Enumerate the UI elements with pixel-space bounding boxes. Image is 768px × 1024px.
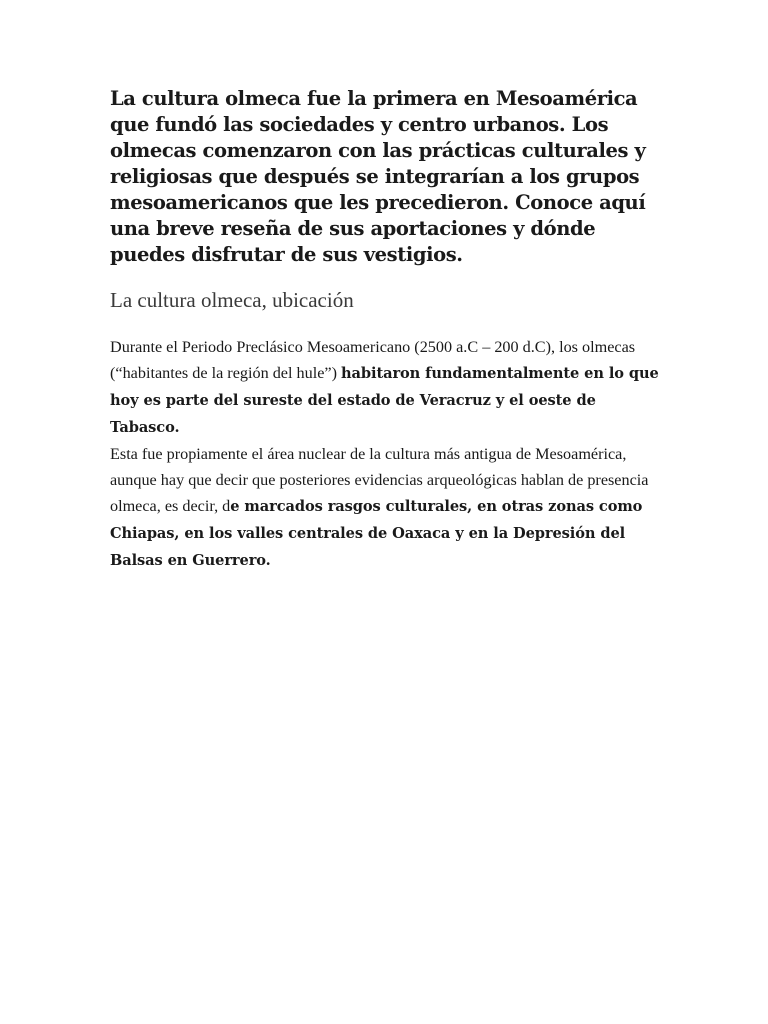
nuclear-area-paragraph bbox=[110, 441, 670, 574]
location-bold-text: habitaron fundamentalmente en lo que hoy es parte del sureste del estado de Veracruz y el oeste de Tabasco. bbox=[110, 365, 659, 436]
section-body bbox=[110, 334, 670, 574]
nuclear-area-bold-text: e marcados rasgos culturales, en otras zonas como Chiapas, en los valles centrales de Oaxaca y en la Depresión del Balsas en Guerrero. bbox=[110, 498, 643, 569]
section-heading: La cultura olmeca, ubicación bbox=[110, 288, 354, 312]
nuclear-area-text: Esta fue propiamente el área nuclear de la cultura más antigua de Mesoamérica, aunque hay que decir que posteriores evidencias arqueológicas hablan de presencia olmeca, es decir, d bbox=[110, 445, 649, 515]
location-text: Durante el Periodo Preclásico Mesoamericano (2500 a.C – 200 d.C), los olmecas (“habitantes de la región del hule”) bbox=[110, 338, 636, 382]
location-paragraph bbox=[110, 334, 670, 441]
document-page bbox=[110, 86, 670, 574]
intro-paragraph: La cultura olmeca fue la primera en Mesoamérica que fundó las sociedades y centro urbanos. Los olmecas comenzaron con las prácticas culturales y religiosas que después se integrarían a los grupos mesoamericanos que les precedieron. Conoce aquí una breve reseña de sus aportaciones y dónde puedes disfrutar de sus vestigios. bbox=[110, 87, 646, 266]
